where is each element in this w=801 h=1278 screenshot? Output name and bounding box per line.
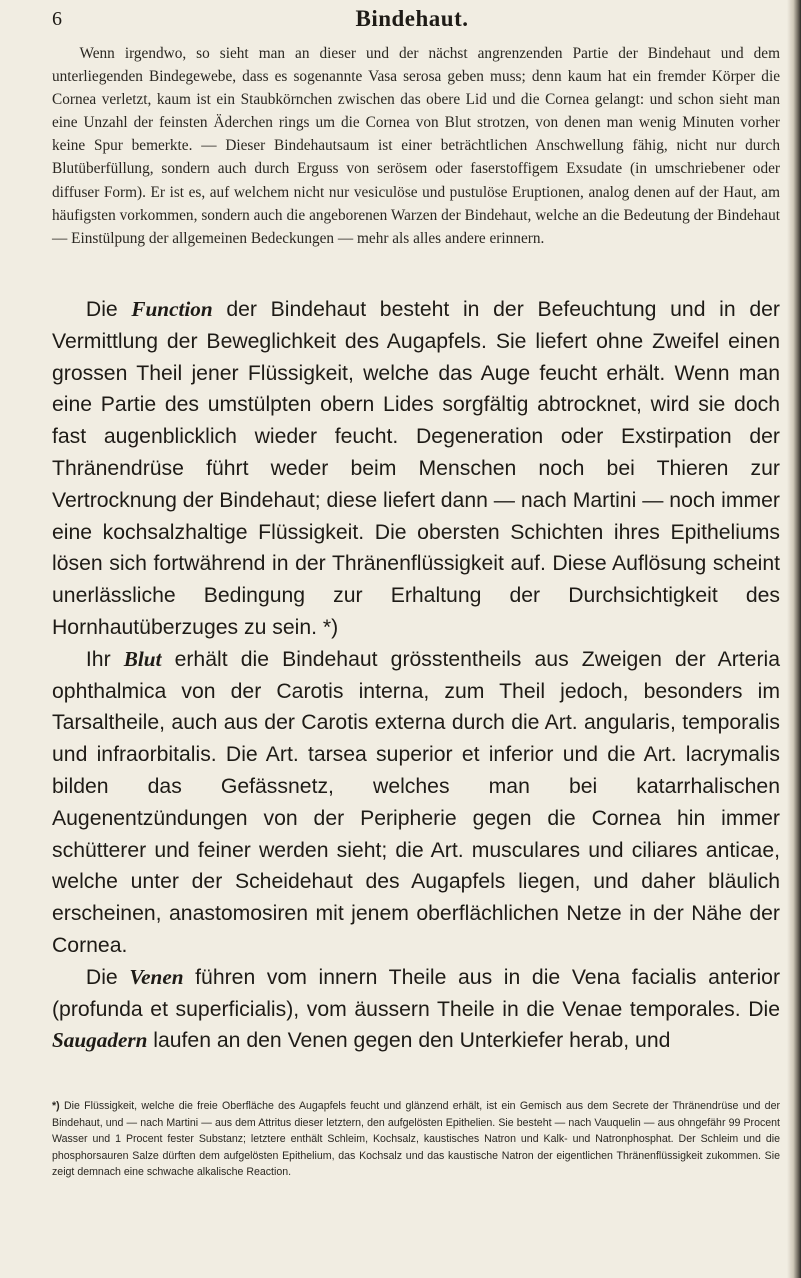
veins-lead: Die bbox=[85, 965, 130, 989]
footnote bbox=[52, 1098, 780, 1181]
page-number: 6 bbox=[52, 8, 62, 30]
veins-middle: führen vom innern Theile aus in die Vena facialis anterior (profunda et superficialis), vom äussern Theile in die Venae temporales. Die bbox=[52, 965, 781, 1021]
footnote-mark: *) bbox=[52, 1100, 60, 1112]
veins-paragraph bbox=[52, 962, 780, 1057]
function-lead: Die bbox=[85, 298, 132, 321]
small-print-paragraph: Wenn irgendwo, so sieht man an dieser und der nächst angrenzenden Partie der Bindehaut und dem unterliegenden Bindegewebe, dass es sogenannte Vasa serosa geben muss; denn kaum hat ein fremder Körper die Cornea verletzt, kaum ist ein Staubkörnchen zwischen das obere Lid und die Cornea gelangt: und schon sieht man eine Unzahl der feinsten Äderchen rings um die Cornea von Blut strotzen, von denen man wenig Minuten vorher keine Spur bemerkte. — Dieser Bindehautsaum ist einer beträchtlichen Anschwellung fähig, nicht nur durch Blutüberfüllung, sondern auch durch Erguss von serösem oder faserstoffigem Exsudate (in umschriebener oder diffuser Form). Er ist es, auf welchem nicht nur vesiculöse und pustulöse Eruptionen, analog denen auf der Haut, am häufigsten vorkommen, sondern auch die angeborenen Warzen der Bindehaut, welche an die Bedeutung der Bindehaut — Einstülpung der allgemeinen Bedeckungen — mehr als alles andere erinnern. bbox=[52, 45, 780, 247]
blood-paragraph bbox=[52, 644, 780, 962]
blood-term: Blut bbox=[123, 646, 162, 671]
blood-lead: Ihr bbox=[85, 647, 124, 671]
blood-text: erhält die Bindehaut grösstentheils aus Zweigen der Arteria ophthalmica von der Carotis interna, zum Theil jedoch, besonders im Tarsaltheile, auch aus der Carotis externa durch die Art. angularis, temporalis und infraorbitalis. Die Art. tarsea superior et inferior und die Art. lacrymalis bilden das Gefässnetz, welches man bei katarrhalischen Augenentzündungen von der Peripherie gegen die Cornea hin immer schütterer und feiner werden sieht; die Art. musculares und ciliares anticae, welche unter der Scheidehaut des Augapfels liegen, und daher bläulich erscheinen, anastomosiren mit jenem oberflächlichen Netze in der Nähe der Cornea. bbox=[52, 647, 780, 957]
function-term: Function bbox=[131, 297, 213, 321]
book-spine-shadow bbox=[787, 0, 801, 1278]
veins-text: laufen an den Venen gegen den Unterkiefer herab, und bbox=[147, 1029, 671, 1053]
page-header bbox=[52, 6, 772, 36]
lymph-term: Saugadern bbox=[52, 1028, 148, 1053]
main-text-body bbox=[52, 294, 780, 1057]
function-text: der Bindehaut besteht in der Befeuchtung und in der Vermittlung der Beweglichkeit des Augapfels. Sie liefert ohne Zweifel einen grossen Theil jener Flüssigkeit, welche das Auge feucht erhält. Wenn man eine Partie des umstülpten obern Lides sorgfältig abtrocknet, wird sie doch fast augenblicklich wieder feucht. Degeneration oder Exstirpation der Thränendrüse führt weder beim Menschen noch bei Thieren zur Vertrocknung der Bindehaut; diese liefert dann — nach Martini — noch immer eine kochsalzhaltige Flüssigkeit. Die obersten Schichten ihres Epitheliums lösen sich fortwährend in der Thränenflüssigkeit auf. Diese Auflösung scheint unerlässliche Bedingung zur Erhaltung der Durchsichtigkeit des Hornhautüberzuges zu sein. *) bbox=[52, 298, 780, 639]
footnote-text: Die Flüssigkeit, welche die freie Oberfläche des Augapfels feucht und glänzend erhält, ist ein Gemisch aus dem Secrete der Thränendrüse und der Bindehaut, und — nach Martini — aus dem Attritus dieser letztern, den aufgelösten Epithelien. Sie besteht — nach Vauquelin — aus ohngefähr 99 Procent Wasser und 1 Procent fester Substanz; letztere enthält Schleim, Kochsalz, kaustisches Natron und Kalk- und Natronphosphat. Der Schleim und die phosphorsauren Salze dürften dem aufgelösten Epithelium, das Kochsalz und das kaustische Natron der eigentlichen Thränenflüssigkeit zukommen. Sie zeigt demnach eine schwache alkalische Reaction. bbox=[52, 1100, 780, 1179]
veins-term: Venen bbox=[129, 964, 184, 989]
running-title: Bindehaut. bbox=[355, 6, 469, 31]
function-paragraph bbox=[52, 294, 780, 644]
